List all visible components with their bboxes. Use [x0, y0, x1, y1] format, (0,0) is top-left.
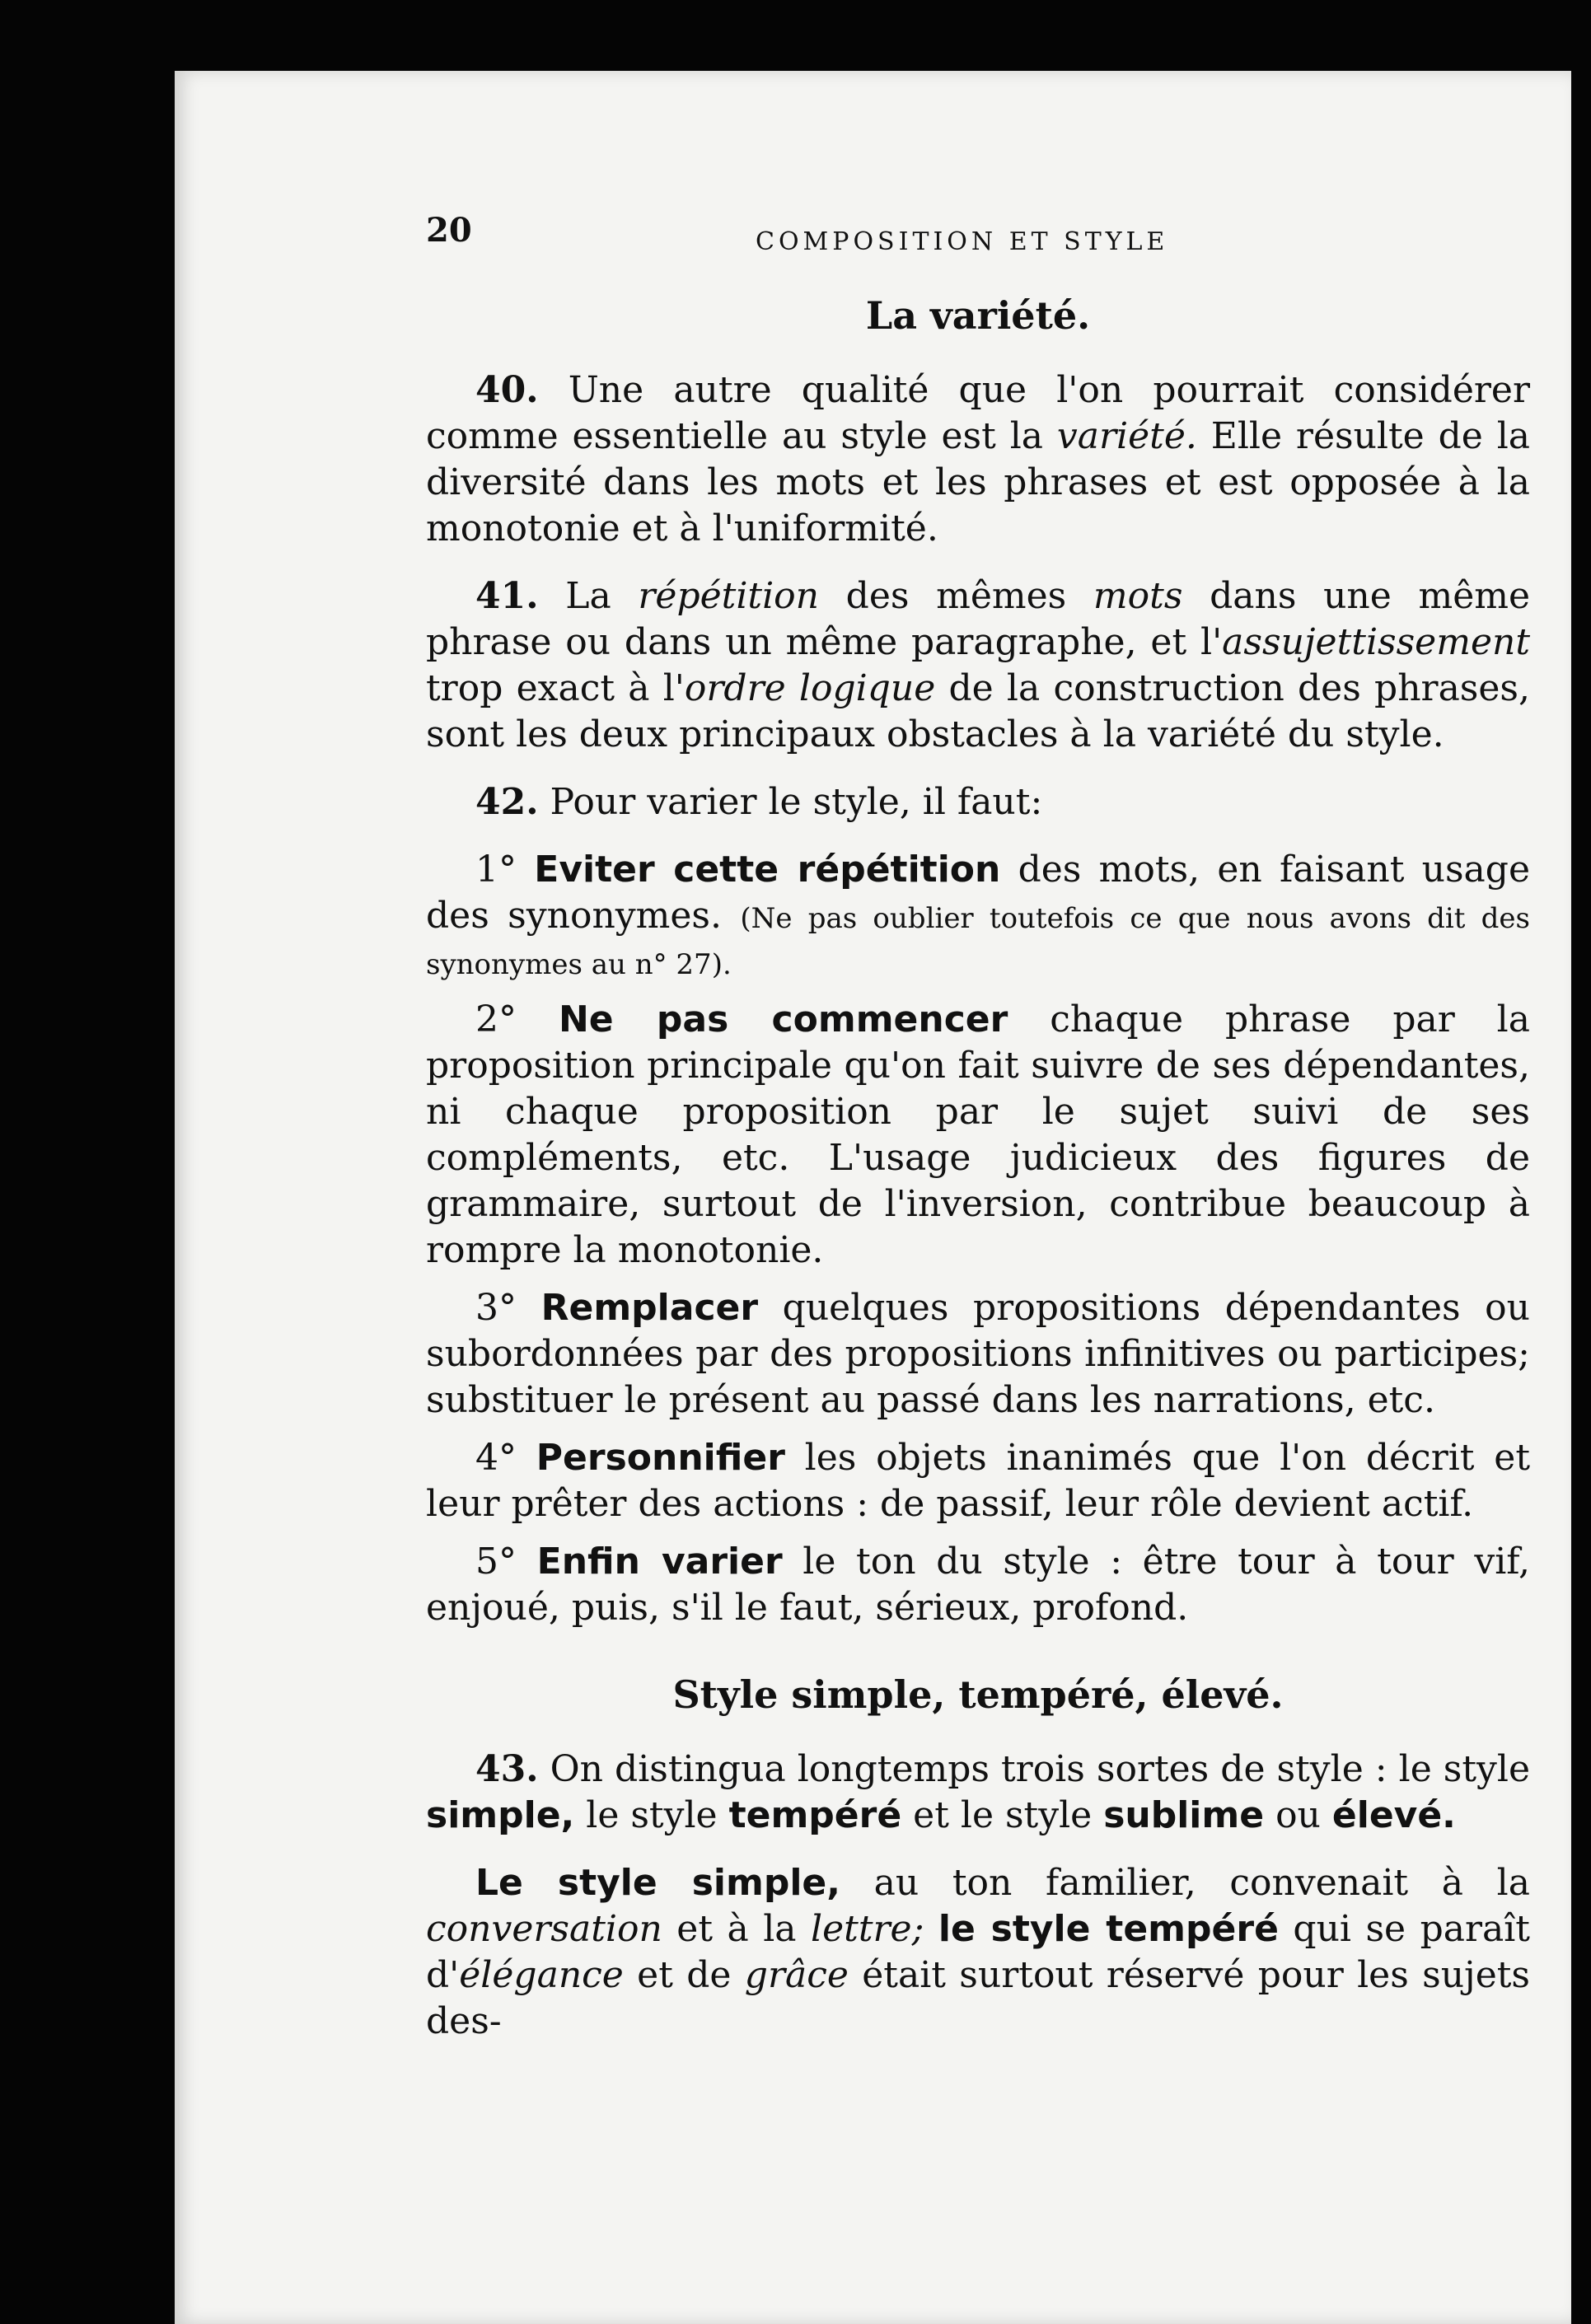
text-run: au ton familier, convenait à la [840, 1862, 1530, 1904]
text-run: dans une même phrase ou dans un même paragraphe, et l' [426, 575, 1530, 663]
italic-term: ordre logique [684, 667, 936, 709]
text-run: Pour varier le style, il faut: [538, 781, 1043, 823]
item-number: 1° [475, 849, 517, 891]
text-run: trop exact à l' [426, 667, 685, 709]
page-number: 20 [426, 211, 472, 250]
text-run: et de [623, 1954, 745, 1996]
italic-term: mots [1093, 575, 1183, 617]
text-run: était surtout réservé pour les sujets des- [426, 1954, 1531, 2042]
item-heading: Enfin varier [536, 1541, 783, 1583]
item-text: le ton du style : être tour à tour vif, enjoué, puis, s'il le faut, sérieux, profond. [426, 1541, 1530, 1629]
text-run: On distingua longtemps trois sortes de style : le style [538, 1748, 1530, 1790]
paragraph-41 [426, 573, 1530, 758]
list-item [426, 847, 1530, 985]
paragraph-number: 40. [475, 369, 539, 411]
text-run: ou [1264, 1794, 1332, 1836]
rules-list [426, 847, 1530, 1631]
bold-term: tempéré [728, 1794, 902, 1836]
paragraph-42 [426, 779, 1530, 825]
section-title-style: Style simple, tempéré, élevé. [672, 1672, 1284, 1717]
item-heading: Personnifier [536, 1437, 785, 1479]
section-title-variete: La variété. [865, 293, 1091, 338]
item-heading: Ne pas commencer [558, 998, 1008, 1040]
item-text: des mots, en faisant usage des synonymes. [426, 849, 1530, 937]
text-run: La [538, 575, 639, 617]
text-run: et à la [662, 1908, 812, 1950]
paragraph-number: 41. [475, 575, 539, 617]
italic-term: répétition [638, 575, 819, 617]
bold-term: simple, [426, 1794, 575, 1836]
paragraph-43 [426, 1747, 1530, 1839]
page-content [426, 211, 1530, 2066]
page-header [426, 211, 1530, 285]
italic-term: assujettissement [1222, 621, 1530, 663]
bold-term: sublime [1103, 1794, 1265, 1836]
paragraph-40 [426, 367, 1530, 552]
italic-term: conversation [426, 1908, 662, 1950]
book-page [175, 71, 1571, 2324]
text-run: et le style [901, 1794, 1104, 1836]
text-run: Elle résulte de la diversité dans les mots et les phrases et est opposée à la monotonie et à l'uniformité. [426, 415, 1531, 549]
list-item [426, 1539, 1530, 1631]
text-run: des mêmes [819, 575, 1093, 617]
text-run: Une autre qualité que l'on pourrait considérer comme essentielle au style est la [426, 369, 1530, 457]
item-text: chaque phrase par la proposition principale qu'on fait suivre de ses dépendantes, ni chaque proposition par le sujet suivi de ses compléments, etc. L'usage judicieux des figures de grammaire, surtout de l'inversion, contribue beaucoup à rompre la monotonie. [426, 998, 1530, 1271]
text-run: de la construction des phrases, sont les deux principaux obstacles à la variété du style. [426, 667, 1530, 755]
paragraph-number: 43. [475, 1748, 539, 1790]
italic-term: variété. [1056, 415, 1197, 457]
item-number: 2° [475, 998, 517, 1040]
bold-term: élevé. [1331, 1794, 1456, 1836]
text-run [924, 1908, 938, 1950]
item-number: 3° [475, 1287, 517, 1329]
item-text: les objets inanimés que l'on décrit et leur prêter des actions : de passif, leur rôle devient actif. [426, 1437, 1530, 1525]
italic-term: élégance [459, 1954, 624, 1996]
bold-term: le style tempéré [938, 1908, 1279, 1950]
item-heading: Eviter cette répétition [534, 849, 1001, 891]
bold-term: Le style simple, [475, 1862, 840, 1904]
paragraph-number: 42. [475, 781, 539, 823]
paragraph-44 [426, 1860, 1530, 2045]
list-item [426, 1285, 1530, 1424]
italic-term: grâce [744, 1954, 849, 1996]
text-run: le style [574, 1794, 729, 1836]
text-run: qui se paraît d' [426, 1908, 1530, 1996]
item-text: quelques propositions dépendantes ou subordonnées par des propositions infinitives ou participes; substituer le présent au passé dans les narrations, etc. [426, 1287, 1530, 1421]
running-title: COMPOSITION ET STYLE [756, 227, 1169, 256]
item-note: (Ne pas oublier toutefois ce que nous avons dit des synonymes au n° 27). [426, 902, 1531, 981]
item-number: 5° [475, 1541, 517, 1583]
italic-term: lettre; [811, 1908, 924, 1950]
list-item [426, 997, 1530, 1274]
item-heading: Remplacer [540, 1287, 759, 1329]
list-item [426, 1435, 1530, 1527]
item-number: 4° [475, 1437, 517, 1479]
